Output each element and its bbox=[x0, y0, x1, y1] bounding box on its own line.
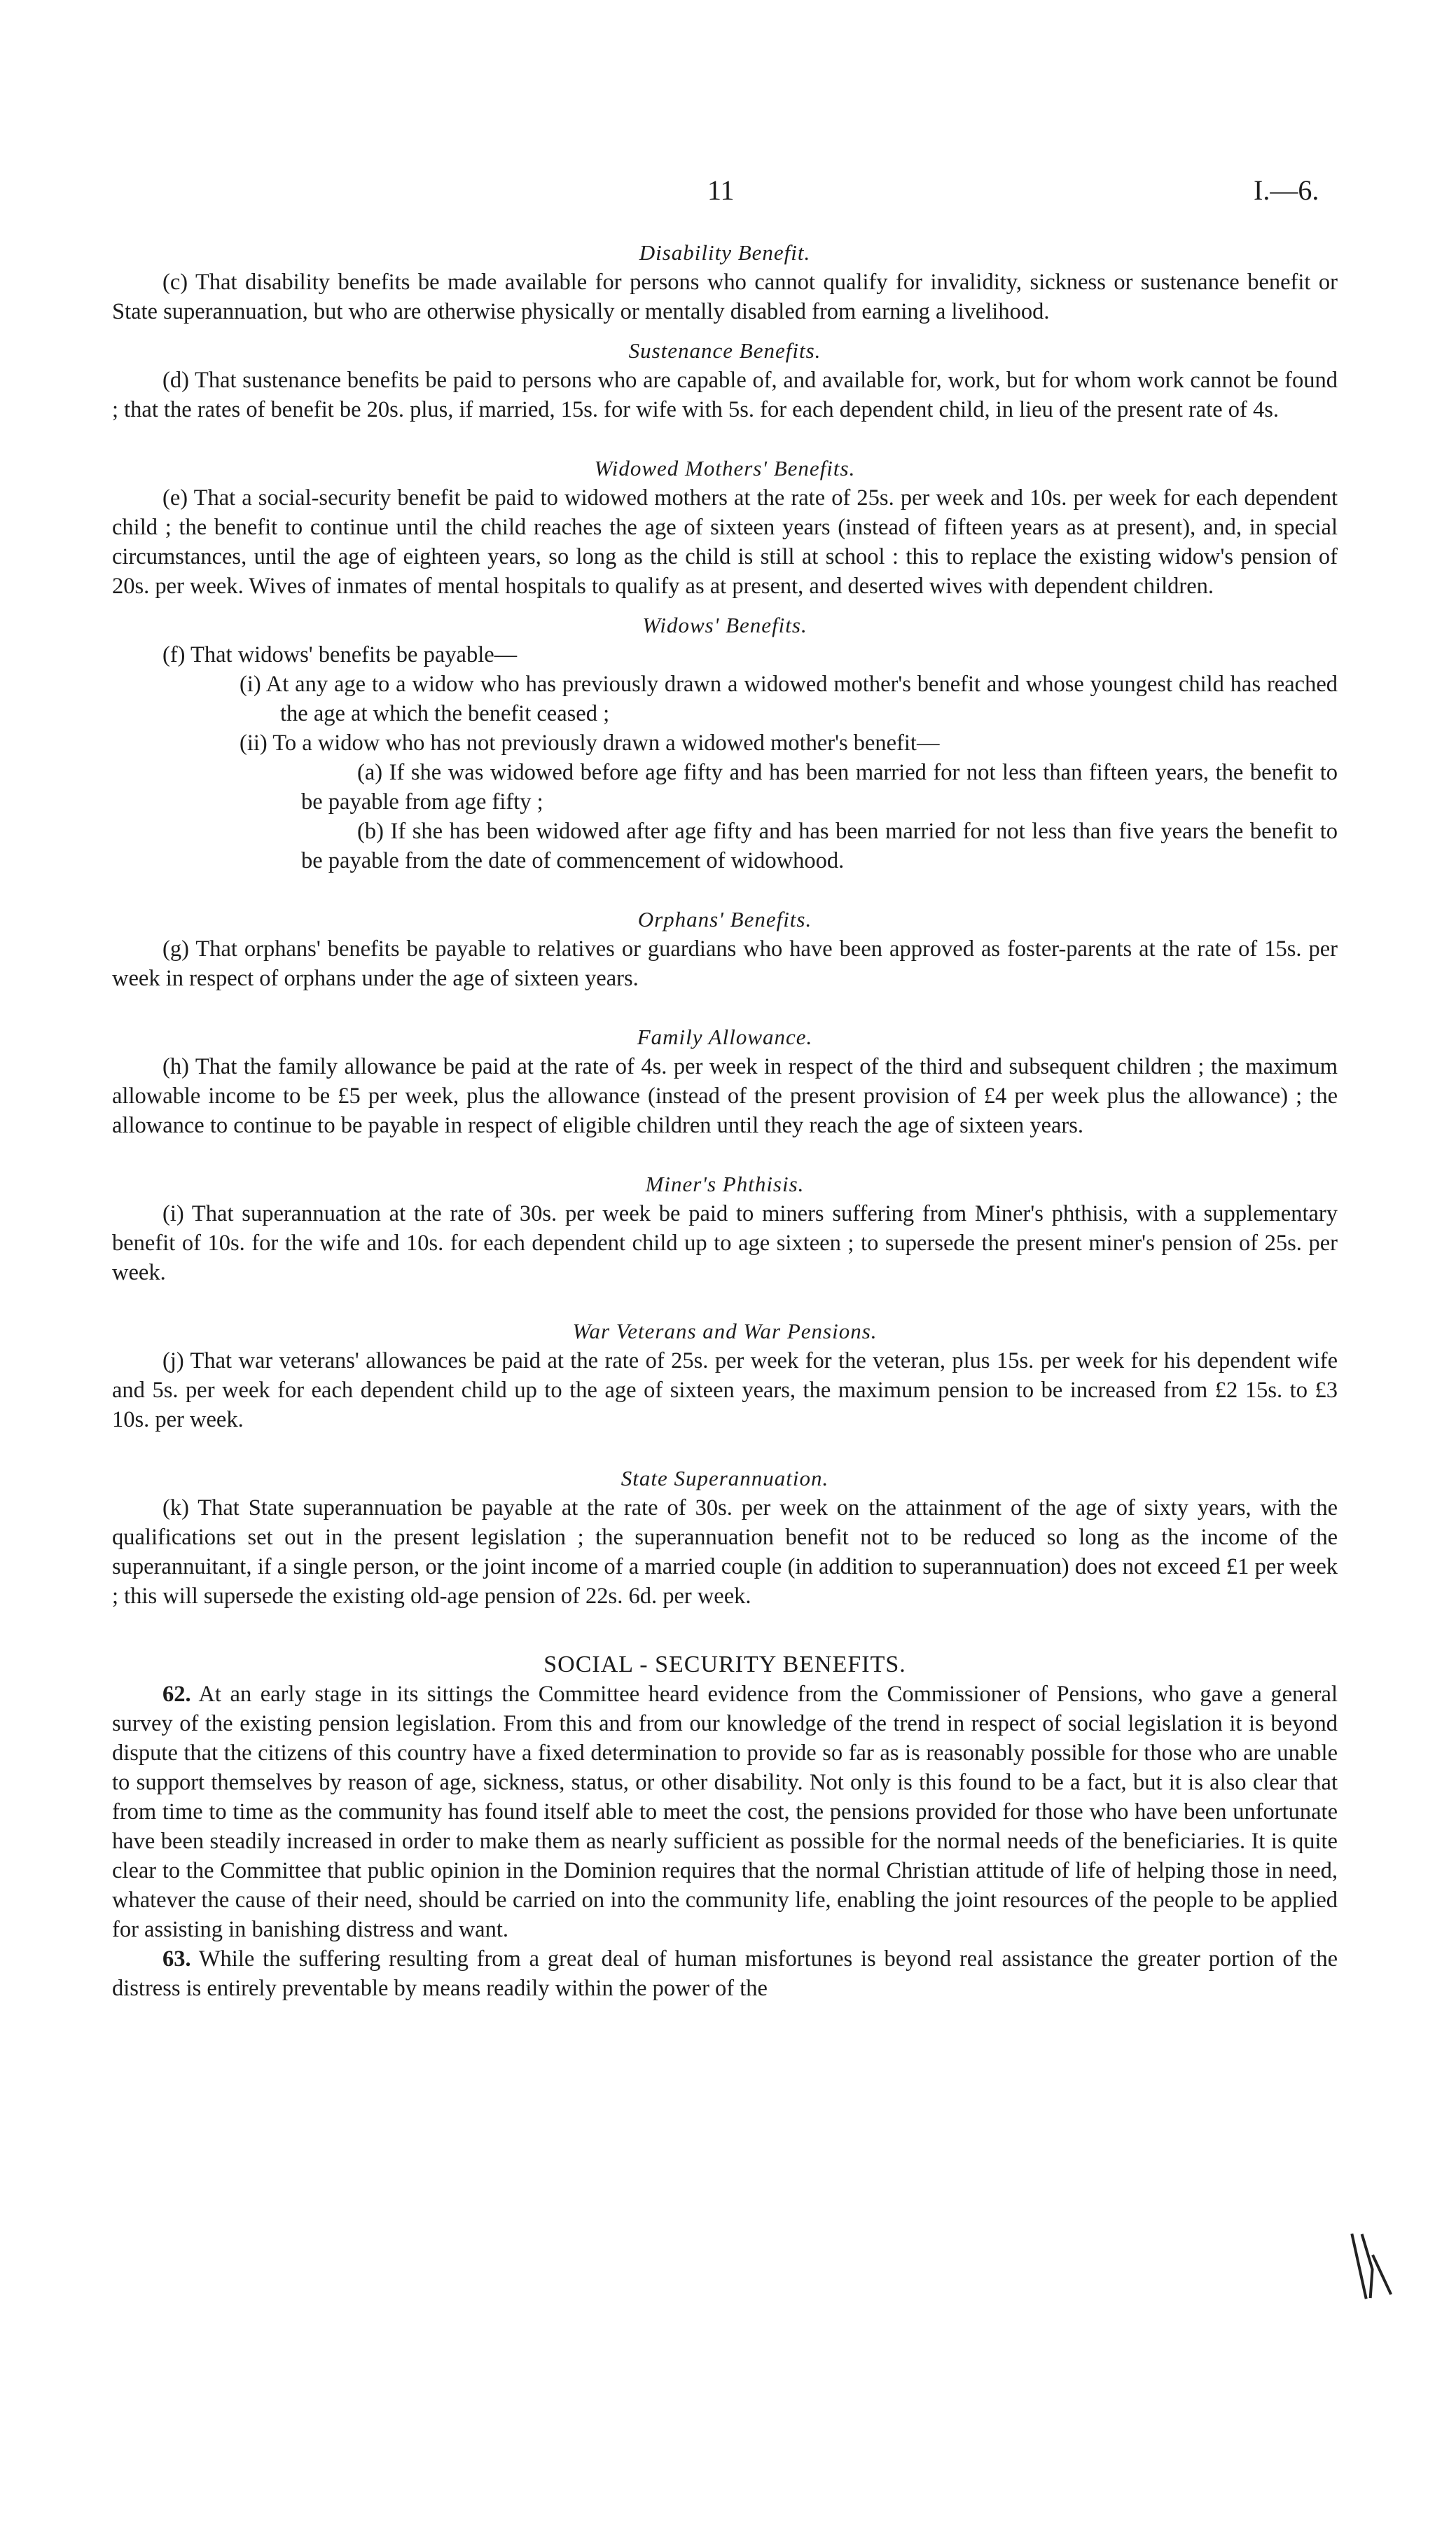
paragraph-f-item-i: (i) At any age to a widow who has previously drawn a widowed mother's benefit and whose youngest child has reached the age at which the benefit ceased ; bbox=[240, 672, 1338, 726]
paragraph-j: (j) That war veterans' allowances be paid at the rate of 25s. per week for the veteran, plus 15s. per week for his dependent wife and 5s. per week for each dependent child up to the age of sixteen years, the maximum pension to be increased from £2 15s. to £3 10s. per week. bbox=[112, 1348, 1338, 1432]
paragraph-e: (e) That a social-security benefit be paid to widowed mothers at the rate of 25s. per week and 10s. per week for each dependent child ; the benefit to continue until the child reaches the age of sixteen years (instead of fifteen years as at present), and, in special circumstances, until the age of eighteen years, so long as the child is still at school : this to replace the existing widow's pension of 20s. per week. Wives of inmates of mental hospitals to qualify as at present, and deserted wives with dependent children. bbox=[112, 485, 1338, 599]
paragraph-d: (d) That sustenance benefits be paid to persons who are capable of, and available for, work, but for whom work cannot be found ; that the rates of benefit be 20s. plus, if married, 15s. for wife with 5s. for each dependent child, in lieu of the present rate of 4s. bbox=[112, 368, 1338, 422]
heading-widowed-mothers: Widowed Mothers' Benefits. bbox=[594, 456, 856, 480]
heading-family-allowance: Family Allowance. bbox=[637, 1025, 813, 1049]
paragraph-63-number: 63. bbox=[162, 1946, 191, 1972]
handwritten-margin-mark bbox=[1345, 2224, 1401, 2318]
paragraph-62-number: 62. bbox=[162, 1682, 191, 1707]
paragraph-i: (i) That superannuation at the rate of 30s. per week be paid to miners suffering from Miner's phthisis, with a supplementary benefit of 10s. for the wife and 10s. for each dependent child up to age sixteen ; to supersede the present miner's pension of 25s. per week. bbox=[112, 1201, 1338, 1285]
paragraph-f-item-ii: (ii) To a widow who has not previously drawn a widowed mother's benefit— bbox=[240, 731, 940, 756]
document-body bbox=[112, 238, 1338, 2003]
paragraph-63-text: While the suffering resulting from a great deal of human misfortunes is beyond real assistance the greater portion of the distress is entirely preventable by means readily within the power of the bbox=[112, 1946, 1338, 2001]
paragraph-62-text: At an early stage in its sittings the Committee heard evidence from the Commissioner of Pensions, who gave a general survey of the existing pension legislation. From this and from our knowledge of the trend in respect of social legislation it is beyond dispute that the citizens of this country have a fixed determination to provide so far as is reasonably possible for those who are unable to support themselves by reason of age, sickness, status, or other disability. Not only is this found to be a fact, but it is also clear that from time to time as the community has found itself able to meet the cost, the pensions provided for those who have been unfortunate have been steadily increased in order to make them as nearly sufficient as possible for the normal needs of the beneficiaries. It is quite clear to the Committee that public opinion in the Dominion requires that the normal Christian attitude of life of helping those in need, whatever the cause of their need, should be carried on into the community life, enabling the joint resources of the people to be applied for assisting in banishing distress and want. bbox=[112, 1682, 1338, 1942]
paragraph-h: (h) That the family allowance be paid at the rate of 4s. per week in respect of the third and subsequent children ; the maximum allowable income to be £5 per week, plus the allowance (instead of the present provision of £4 per week plus the allowance) ; the allowance to continue to be payable in respect of eligible children until they reach the age of sixteen years. bbox=[112, 1054, 1338, 1138]
margin-mark-icon bbox=[1345, 2224, 1399, 2308]
heading-sustenance-benefits: Sustenance Benefits. bbox=[628, 338, 821, 363]
paragraph-62 bbox=[112, 1680, 1338, 1944]
section-title-social-security: SOCIAL - SECURITY BENEFITS. bbox=[543, 1652, 906, 1677]
heading-war-veterans: War Veterans and War Pensions. bbox=[572, 1319, 878, 1343]
paragraph-f-intro: (f) That widows' benefits be payable— bbox=[162, 642, 518, 667]
paragraph-c: (c) That disability benefits be made available for persons who cannot qualify for invalidity, sickness or sustenance benefit or State superannuation, but who are otherwise physically or mentally disabled from earning a livelihood. bbox=[112, 270, 1338, 324]
page-number: 11 bbox=[707, 174, 735, 206]
paragraph-f-item-b: (b) If she has been widowed after age fifty and has been married for not less than five years the benefit to be payable from the date of commencement of widowhood. bbox=[301, 819, 1338, 873]
paragraph-63 bbox=[112, 1944, 1338, 2003]
paragraph-k: (k) That State superannuation be payable at the rate of 30s. per week on the attainment of the age of sixty years, with the qualifications set out in the present legislation ; the superannuation benefit not to be reduced so long as the income of the superannuitant, if a single person, or the joint income of a married couple (in addition to superannuation) does not exceed £1 per week ; this will supersede the existing old-age pension of 22s. 6d. per week. bbox=[112, 1495, 1338, 1609]
heading-disability-benefit: Disability Benefit. bbox=[639, 240, 811, 265]
heading-widows-benefits: Widows' Benefits. bbox=[642, 613, 807, 637]
document-reference: I.—6. bbox=[1254, 174, 1319, 206]
heading-miners-phthisis: Miner's Phthisis. bbox=[645, 1172, 805, 1196]
heading-state-superannuation: State Superannuation. bbox=[620, 1466, 829, 1490]
heading-orphans-benefits: Orphans' Benefits. bbox=[637, 907, 812, 932]
paragraph-f-item-a: (a) If she was widowed before age fifty and has been married for not less than fifteen years, the benefit to be payable from age fifty ; bbox=[301, 760, 1338, 815]
paragraph-g: (g) That orphans' benefits be payable to relatives or guardians who have been approved as foster-parents at the rate of 15s. per week in respect of orphans under the age of sixteen years. bbox=[112, 936, 1338, 991]
